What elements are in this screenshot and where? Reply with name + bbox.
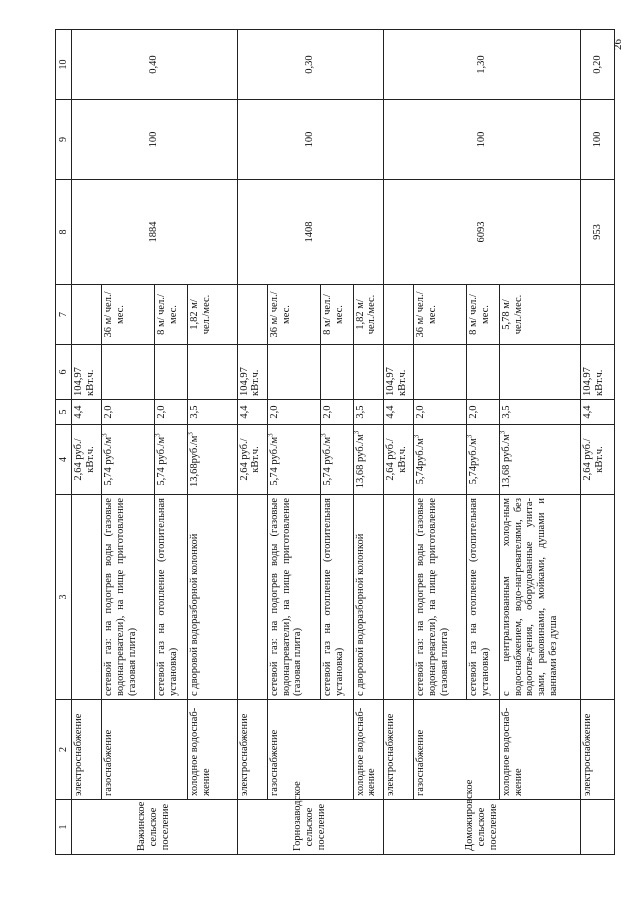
norm-energy-cell xyxy=(466,345,499,400)
norm-energy-cell: 104,97 кВт.ч. xyxy=(383,345,413,400)
header-cell: 2 xyxy=(56,700,72,800)
tariff-cell xyxy=(187,425,237,495)
cubic-superscript: 3 xyxy=(412,434,421,439)
norm-volume-value: 36 м/ чел./мес. xyxy=(102,291,126,338)
norm-volume-cell xyxy=(71,285,101,345)
description-cell: сетевой газ: на подогрев воды (газовые водонагреватели), на пище приготовление (газовая плита) xyxy=(267,495,320,700)
population-cell: 6093 xyxy=(383,180,580,285)
norm-volume-value: 36 м/ чел./мес. xyxy=(414,291,438,338)
coefficient-cell: 4,4 xyxy=(237,400,267,425)
norm-energy-cell xyxy=(101,345,154,400)
tariff-cell xyxy=(237,425,267,495)
share-cell: 0,40 xyxy=(71,30,237,100)
norm-volume-cell xyxy=(101,285,154,345)
description-cell: сетевой газ: на подогрев воды (газовые водонагреватели), на пище приготовление (газовая плита) xyxy=(413,495,466,700)
norm-volume-cell xyxy=(267,285,320,345)
tariff-value: 5,74руб./м xyxy=(467,438,479,485)
cubic-superscript: 3 xyxy=(319,433,328,437)
tariff-value: 13,68руб./м xyxy=(188,435,200,487)
norm-energy-cell xyxy=(187,345,237,400)
norm-energy-cell: 104,97 кВт.ч. xyxy=(71,345,101,400)
settlement-name: Горнозаводское сельское поселение xyxy=(237,800,383,855)
tariff-value: 5,74 руб./м xyxy=(156,436,168,486)
tariff-value: 13,68 руб./м xyxy=(354,434,366,489)
coefficient-cell: 4,4 xyxy=(581,400,615,425)
norm-volume-cell xyxy=(320,285,353,345)
norm-energy-cell xyxy=(320,345,353,400)
percent-cell: 100 xyxy=(71,100,237,180)
cubic-superscript: 3 xyxy=(100,433,109,437)
tariff-value: 2,64 руб./кВт.ч. xyxy=(72,438,96,481)
norm-energy-cell: 104,97 кВт.ч. xyxy=(237,345,267,400)
norm-volume-cell xyxy=(466,285,499,345)
description-cell: сетевой газ: на подогрев воды (газовые водонагреватели), на пище приготовление (газовая плита) xyxy=(101,495,154,700)
norm-volume-cell xyxy=(187,285,237,345)
tariff-cell xyxy=(267,425,320,495)
rotated-table-container xyxy=(55,30,615,855)
norm-volume-cell xyxy=(353,285,383,345)
norm-volume-value: 1,82 м/ чел./мес. xyxy=(188,294,212,335)
norm-energy-cell xyxy=(155,345,188,400)
norm-energy-cell xyxy=(413,345,466,400)
description-cell: сетевой газ на отопление (отопительная установка) xyxy=(320,495,353,700)
service-cell: электроснабжение xyxy=(237,700,267,800)
header-cell: 5 xyxy=(56,400,72,425)
description-cell xyxy=(383,495,413,700)
tariff-cell xyxy=(320,425,353,495)
coefficient-cell: 2,0 xyxy=(155,400,188,425)
percent-cell: 100 xyxy=(581,100,615,180)
percent-cell: 100 xyxy=(383,100,580,180)
service-cell: электроснабжение xyxy=(581,700,615,800)
header-cell: 3 xyxy=(56,495,72,700)
tariff-cell xyxy=(155,425,188,495)
coefficient-cell: 4,4 xyxy=(71,400,101,425)
norm-energy-cell xyxy=(353,345,383,400)
population-cell: 1884 xyxy=(71,180,237,285)
tariff-value: 5,74 руб./м xyxy=(102,436,114,486)
coefficient-cell: 2,0 xyxy=(413,400,466,425)
norm-volume-cell xyxy=(499,285,580,345)
cubic-superscript: 3 xyxy=(153,433,162,437)
description-cell: сетевой газ на отопление (отопительная установка) xyxy=(466,495,499,700)
norm-energy-cell xyxy=(499,345,580,400)
service-cell: холодное водоснаб-жение xyxy=(187,700,237,800)
norm-volume-value: 8 м/ чел./мес. xyxy=(467,294,491,335)
table-row xyxy=(383,30,413,855)
tariff-cell xyxy=(353,425,383,495)
norm-volume-value: 1,82 м/ чел./мес. xyxy=(354,294,378,335)
table-row xyxy=(71,30,101,855)
tariff-cell xyxy=(383,425,413,495)
coefficient-cell: 4,4 xyxy=(383,400,413,425)
norm-volume-cell xyxy=(413,285,466,345)
cubic-superscript: 3 xyxy=(498,430,507,435)
population-cell: 1408 xyxy=(237,180,383,285)
norm-volume-value: 36 м/ чел./мес. xyxy=(268,291,292,338)
service-cell: электроснабжение xyxy=(71,700,101,800)
share-cell: 1,30 xyxy=(383,30,580,100)
header-cell: 8 xyxy=(56,180,72,285)
description-cell xyxy=(237,495,267,700)
description-cell xyxy=(581,495,615,700)
header-cell: 10 xyxy=(56,30,72,100)
tariff-value: 2,64 руб./кВт.ч. xyxy=(582,438,605,481)
norm-volume-value: 8 м/ чел./мес. xyxy=(156,294,179,335)
tariff-table xyxy=(55,29,615,855)
norm-energy-cell: 104,97 кВт.ч. xyxy=(581,345,615,400)
header-row xyxy=(56,30,72,855)
cubic-superscript: 3 xyxy=(465,434,474,439)
tariff-value: 2,64 руб./кВт.ч. xyxy=(238,438,262,481)
service-cell: холодное водоснаб-жение xyxy=(499,700,580,800)
norm-volume-value: 8 м/ чел./мес. xyxy=(321,294,345,335)
description-cell: с дворовой водоразборной колонкой xyxy=(353,495,383,700)
service-cell: холодное водоснаб-жение xyxy=(353,700,383,800)
page-number: 26 xyxy=(612,39,624,50)
service-cell: газоснабжение xyxy=(267,700,353,800)
tariff-cell xyxy=(581,425,615,495)
settlement-name: Доможировское сельское поселение xyxy=(383,800,580,855)
tariff-value: 5,74 руб./м xyxy=(321,436,333,486)
settlement-name xyxy=(581,800,615,855)
tariff-cell xyxy=(466,425,499,495)
cubic-superscript: 3 xyxy=(266,433,275,437)
coefficient-cell: 2,0 xyxy=(267,400,320,425)
tariff-cell xyxy=(71,425,101,495)
service-cell: электроснабжение xyxy=(383,700,413,800)
tariff-value: 5,74 руб./м xyxy=(268,436,280,486)
description-cell: с дворовой водоразборной колонкой xyxy=(187,495,237,700)
coefficient-cell: 3,5 xyxy=(187,400,237,425)
description-cell: с централизованным холод-ным водоснабжением, водо-нагревателями, без водоотве-дения, оборудованные унита-зами, раковинами, мойками, душами и ваннами без душа xyxy=(499,495,580,700)
norm-energy-cell xyxy=(267,345,320,400)
norm-volume-value: 5,78 м/ чел./мес. xyxy=(500,294,524,335)
cubic-superscript: 3 xyxy=(186,432,195,436)
header-cell: 1 xyxy=(56,800,72,855)
tariff-cell xyxy=(101,425,154,495)
norm-volume-cell xyxy=(581,285,615,345)
percent-cell: 100 xyxy=(237,100,383,180)
norm-volume-cell xyxy=(383,285,413,345)
population-cell: 953 xyxy=(581,180,615,285)
coefficient-cell: 3,5 xyxy=(499,400,580,425)
header-cell: 6 xyxy=(56,345,72,400)
share-cell: 0,20 xyxy=(581,30,615,100)
table-row xyxy=(237,30,267,855)
norm-volume-cell xyxy=(237,285,267,345)
tariff-value: 13,68 руб./м xyxy=(500,434,512,489)
coefficient-cell: 2,0 xyxy=(101,400,154,425)
settlement-name: Важинское сельское поселение xyxy=(71,800,237,855)
coefficient-cell: 3,5 xyxy=(353,400,383,425)
description-cell xyxy=(71,495,101,700)
table-row xyxy=(581,30,615,855)
service-cell: газоснабжение xyxy=(101,700,187,800)
coefficient-cell: 2,0 xyxy=(320,400,353,425)
description-cell: сетевой газ на отопление (отопительная установка) xyxy=(155,495,188,700)
share-cell: 0,30 xyxy=(237,30,383,100)
cubic-superscript: 3 xyxy=(352,430,360,435)
tariff-cell xyxy=(499,425,580,495)
tariff-value: 2,64 руб./кВт.ч. xyxy=(384,438,408,481)
tariff-cell xyxy=(413,425,466,495)
header-cell: 7 xyxy=(56,285,72,345)
header-cell: 9 xyxy=(56,100,72,180)
service-cell: газоснабжение xyxy=(413,700,499,800)
coefficient-cell: 2,0 xyxy=(466,400,499,425)
header-cell: 4 xyxy=(56,425,72,495)
tariff-value: 5,74руб./м xyxy=(414,438,426,485)
norm-volume-cell xyxy=(155,285,188,345)
